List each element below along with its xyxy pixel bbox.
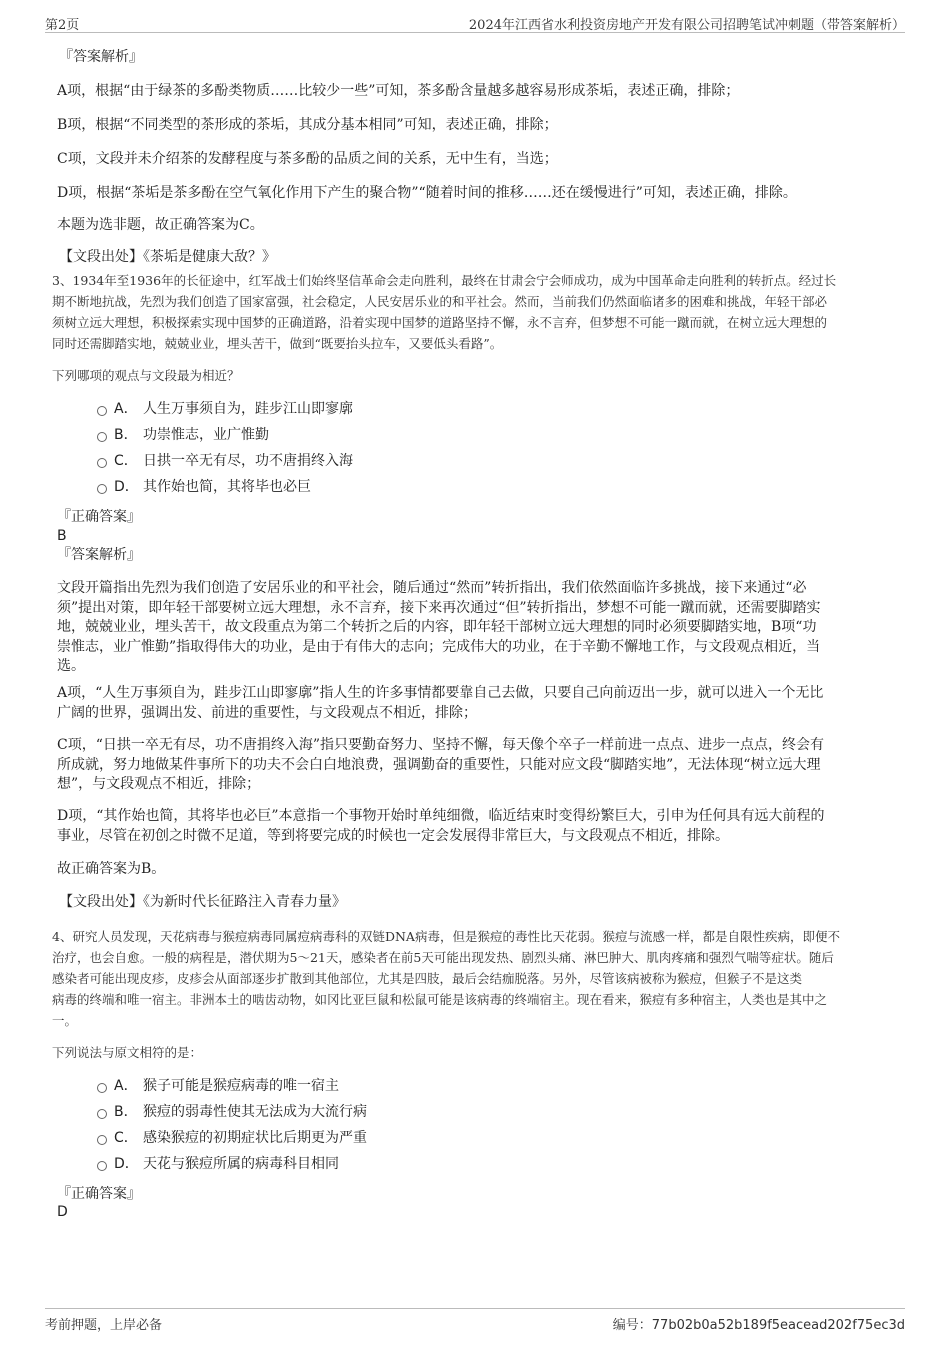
q4-options — [55, 1073, 555, 1177]
analysis-line: 广阔的世界，强调出发、前进的重要性，与文段观点不相近，排除； — [57, 704, 477, 721]
analysis-line: 事业，尽管在初创之时微不足道，等到将要完成的时候也一定会发展得非常巨大，与文段观点不相近，排除。 — [57, 827, 729, 844]
footer-slogan: 考前押题，上岸必备 — [45, 1318, 163, 1333]
q4-answer-label: 『正确答案』 — [57, 1186, 141, 1202]
analysis-line: 想”，与文段观点不相近，排除； — [57, 776, 261, 792]
q4-passage — [52, 926, 892, 1031]
q2-analysis-d: D项，根据“茶垢是茶多酚在空气氧化作用下产生的聚合物”“随着时间的推移……还在缓慢进行”可知，表述正确，排除。 — [57, 185, 797, 201]
q4-answer: D — [57, 1204, 68, 1220]
passage-line: 病毒的终端和唯一宿主。非洲本土的啮齿动物，如冈比亚巨鼠和松鼠可能是该病毒的终端宿主。现在看来，猴痘有多种宿主，人类也是其中之 — [52, 992, 828, 1007]
analysis-line: 地，兢兢业业，埋头苦干，故文段重点为第二个转折之后的内容，即年轻干部树立远大理想的同时必须要脚踏实地，B项“功 — [57, 619, 817, 635]
passage-line: 4、研究人员发现，天花病毒与猴痘病毒同属痘病毒科的双链DNA病毒，但是猴痘的毒性比天花弱。猴痘与流感一样，都是自限性疾病，即便不 — [52, 929, 840, 944]
analysis-line: C项，“日拱一卒无有尽，功不唐捐终入海”指只要勤奋努力、坚持不懈，每天像个卒子一样前进一点点、进步一点点，终会有 — [57, 737, 825, 753]
q3-analysis-c — [57, 736, 907, 795]
passage-line: 3、1934年至1936年的长征途中，红军战士们始终坚信革命会走向胜利，最终在甘肃会宁会师成功，成为中国革命走向胜利的转折点。经过长 — [52, 273, 837, 288]
option-c[interactable]: C． 日拱一卒无有尽，功不唐捐终入海 — [97, 448, 555, 474]
q2-analysis-a: A项，根据“由于绿茶的多酚类物质……比较少一些”可知，茶多酚含量越多越容易形成茶垢，表述正确，排除； — [57, 83, 740, 99]
passage-line: 期不断地抗战，先烈为我们创造了国家富强，社会稳定，人民安居乐业的和平社会。然而，当前我们仍然面临诸多的困难和挑战，年轻干部必 — [52, 294, 828, 309]
passage-line: 同时还需脚踏实地，兢兢业业，埋头苦干，做到“既要抬头拉车，又要低头看路”。 — [52, 336, 503, 351]
radio-button[interactable] — [97, 432, 107, 442]
analysis-line: 所成就，努力地做某件事所下的功夫不会白白地浪费，强调勤奋的重要性，只能对应文段“脚踏实地”，无法体现“树立远大理 — [57, 756, 821, 773]
q2-analysis-label: 『答案解析』 — [59, 49, 143, 65]
analysis-line: A项，“人生万事须自为，跬步江山即寥廓”指人生的许多事情都要靠自己去做，只要自己向前迈出一步，就可以进入一个无比 — [57, 685, 824, 701]
code-label: 编号： — [612, 1318, 652, 1333]
option-a[interactable]: A． 人生万事须自为，跬步江山即寥廓 — [97, 396, 555, 422]
q3-analysis-main — [57, 579, 907, 677]
passage-line: 感染者可能出现皮疹，皮疹会从面部逐步扩散到其他部位，尤其是四肢，最后会结痂脱落。另外，尽管该病被称为猴痘，但猴子不是这类 — [52, 971, 803, 986]
radio-button[interactable] — [97, 484, 107, 494]
passage-line: 一。 — [52, 1013, 78, 1028]
q2-source: 【文段出处】《茶垢是健康大敌？》 — [59, 249, 276, 265]
analysis-line: 选。 — [57, 658, 85, 674]
analysis-line: 文段开篇指出先烈为我们创造了安居乐业的和平社会，随后通过“然而”转折指出，我们依然面临许多挑战，接下来通过“必 — [57, 580, 807, 596]
document-code — [613, 1314, 905, 1333]
radio-button[interactable] — [97, 406, 107, 416]
q3-passage — [52, 270, 892, 354]
option-b[interactable]: B． 功崇惟志，业广惟勤 — [97, 422, 555, 448]
radio-button[interactable] — [97, 1135, 107, 1145]
option-a[interactable]: A． 猴子可能是猴痘病毒的唯一宿主 — [97, 1073, 555, 1099]
option-d[interactable]: D． 其作始也简，其将毕也必巨 — [97, 474, 555, 500]
q2-analysis-b: B项，根据“不同类型的茶形成的茶垢，其成分基本相同”可知，表述正确，排除； — [57, 117, 558, 133]
q2-analysis-c: C项，文段并未介绍茶的发酵程度与茶多酚的品质之间的关系，无中生有，当选； — [57, 151, 558, 167]
document-title: 2024年江西省水利投资房地产开发有限公司招聘笔试冲刺题（带答案解析） — [468, 18, 905, 33]
page-footer — [45, 1308, 905, 1331]
page-number: 第2页 — [45, 18, 80, 33]
q3-answer-label: 『正确答案』 — [57, 509, 141, 525]
analysis-line: 崇惟志，业广惟勤”指取得伟大的功业，是由于有伟大的志向；完成伟大的功业，在于辛勤不懈地工作，与文段观点相近，当 — [57, 638, 821, 655]
option-c[interactable]: C． 感染猴痘的初期症状比后期更为严重 — [97, 1125, 555, 1151]
radio-button[interactable] — [97, 1109, 107, 1119]
analysis-line: D项，“其作始也简，其将毕也必巨”本意指一个事物开始时单纯细微，临近结束时变得纷繁巨大，引申为任何具有远大前程的 — [57, 808, 825, 824]
passage-line: 须树立远大理想，积极探索实现中国梦的正确道路，沿着实现中国梦的道路坚持不懈，永不言弃，但梦想不可能一蹴而就，在树立远大理想的 — [52, 315, 828, 330]
page-header — [45, 12, 905, 33]
analysis-line: 须”提出对策，即年轻干部要树立远大理想，永不言弃，接下来再次通过“但”转折指出，梦想不可能一蹴而就，还需要脚踏实 — [57, 599, 821, 616]
radio-button[interactable] — [97, 458, 107, 468]
q2-conclusion: 本题为选非题，故正确答案为C。 — [57, 217, 264, 233]
code-value: 77b02b0a52b189f5eacead202f75ec3d — [651, 1318, 905, 1333]
option-b[interactable]: B． 猴痘的弱毒性使其无法成为大流行病 — [97, 1099, 555, 1125]
q4-prompt: 下列说法与原文相符的是： — [52, 1045, 203, 1060]
q3-analysis-label: 『答案解析』 — [57, 547, 141, 563]
passage-line: 治疗，也会自愈。一般的病程是，潜伏期为5～21天，感染者在前5天可能出现发热、剧烈头痛、淋巴肿大、肌肉疼痛和强烈气喘等症状。随后 — [52, 950, 834, 965]
q3-analysis-d — [57, 807, 907, 846]
q3-source: 【文段出处】《为新时代长征路注入青春力量》 — [59, 894, 346, 910]
q3-options — [55, 396, 555, 500]
radio-button[interactable] — [97, 1161, 107, 1171]
q3-answer: B — [57, 528, 67, 544]
radio-button[interactable] — [97, 1083, 107, 1093]
option-d[interactable]: D． 天花与猴痘所属的病毒科目相同 — [97, 1151, 555, 1177]
q3-analysis-a — [57, 684, 907, 723]
q3-prompt: 下列哪项的观点与文段最为相近？ — [52, 368, 240, 383]
q3-conclusion: 故正确答案为B。 — [57, 861, 166, 877]
